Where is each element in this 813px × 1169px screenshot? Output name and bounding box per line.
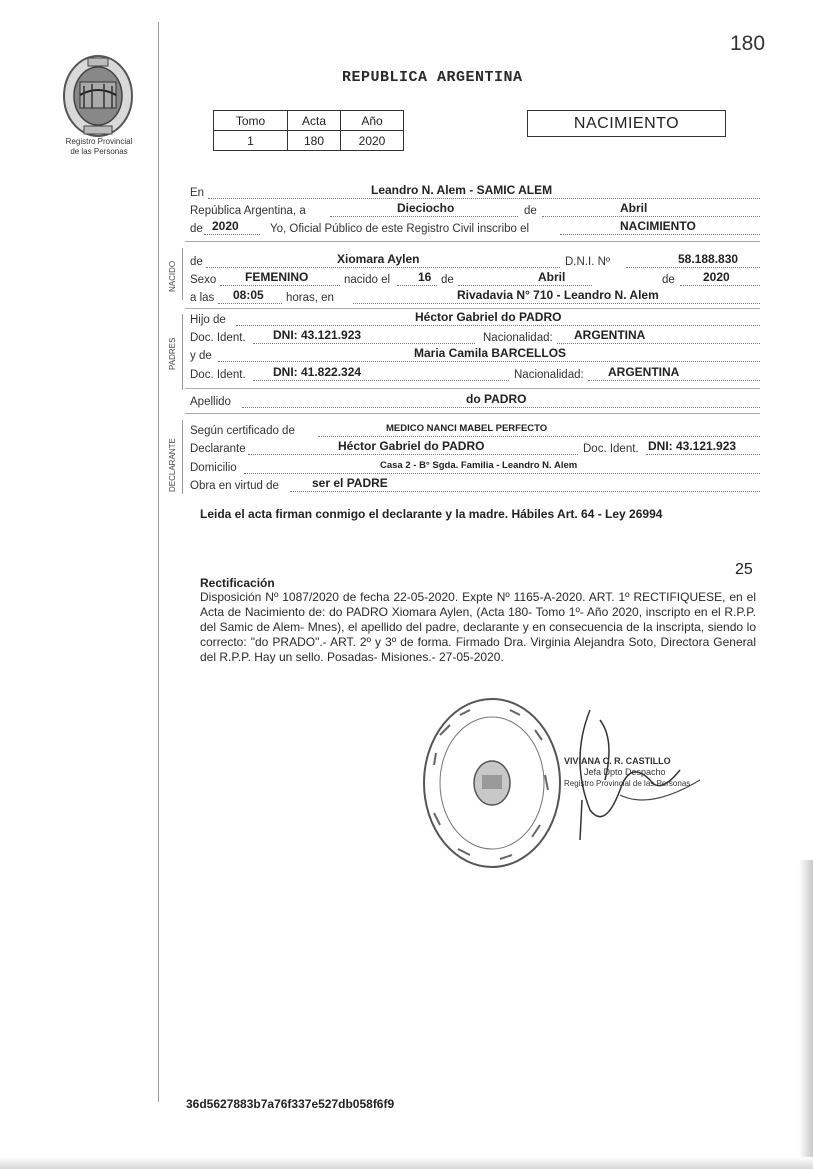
row-segun: Según certificado de MEDICO NANCI MABEL PERFECTO bbox=[190, 423, 760, 440]
table-value-tomo: 1 bbox=[214, 131, 288, 151]
row-father-doc: Doc. Ident. DNI: 43.121.923 Nacionalidad: ARGENTINA bbox=[190, 330, 760, 347]
row-en: En Leandro N. Alem - SAMIC ALEM bbox=[190, 185, 760, 202]
table-header-acta: Acta bbox=[288, 111, 341, 131]
row-nacido-sexo: Sexo FEMENINO nacido el 16 de Abril de 2020 bbox=[190, 272, 760, 289]
row-nacido-name: de Xiomara Aylen D.N.I. Nº 58.188.830 bbox=[190, 254, 760, 271]
row-domicilio: Domicilio Casa 2 - B° Sgda. Familia - Leandro N. Alem bbox=[190, 460, 760, 477]
row-mother-doc: Doc. Ident. DNI: 41.822.324 Nacionalidad: ARGENTINA bbox=[190, 367, 760, 384]
signature-stamp: VIVIANA C. R. CASTILLO Jefa Dpto Despacho Registro Provincial de las Personas bbox=[564, 756, 691, 788]
document-hash: 36d5627883b7a76f337e527db058f6f9 bbox=[186, 1097, 395, 1111]
rectificacion-number: 25 bbox=[735, 561, 753, 578]
row-apellido: Apellido do PADRO bbox=[190, 394, 760, 411]
table-value-ano: 2020 bbox=[341, 131, 404, 151]
page-number: 180 bbox=[730, 32, 766, 55]
table-header-ano: Año bbox=[341, 111, 404, 131]
section-label-padres: PADRES bbox=[168, 337, 177, 370]
row-obra: Obra en virtud de ser el PADRE bbox=[190, 478, 760, 495]
row-declarante: Declarante Héctor Gabriel do PADRO Doc. Ident. DNI: 43.121.923 bbox=[190, 441, 760, 458]
row-y-de: y de Maria Camila BARCELLOS bbox=[190, 348, 760, 365]
scan-bottom-edge bbox=[0, 1157, 813, 1169]
section-label-declarante: DECLARANTE bbox=[168, 438, 177, 492]
province-crest-icon bbox=[58, 52, 138, 140]
scan-edge bbox=[799, 860, 813, 1169]
logo-caption: Registro Provincial de las Personas bbox=[65, 137, 133, 156]
country-title: REPUBLICA ARGENTINA bbox=[342, 69, 523, 86]
record-type-box: NACIMIENTO bbox=[527, 110, 726, 137]
section-label-nacido: NACIDO bbox=[168, 260, 177, 292]
table-header-tomo: Tomo bbox=[214, 111, 288, 131]
closing-statement: Leida el acta firman conmigo el declarante y la madre. Hábiles Art. 64 - Ley 26994 bbox=[200, 507, 663, 521]
official-seal-icon bbox=[420, 695, 565, 870]
margin-line bbox=[158, 22, 159, 1102]
row-oficial: de 2020 Yo, Oficial Público de este Registro Civil inscribo el NACIMIENTO bbox=[190, 221, 760, 238]
record-table bbox=[213, 110, 404, 151]
table-value-acta: 180 bbox=[288, 131, 341, 151]
row-hijo-de: Hijo de Héctor Gabriel do PADRO bbox=[190, 312, 760, 329]
row-nacido-hora: a las 08:05 horas, en Rivadavia N° 710 - Leandro N. Alem bbox=[190, 290, 760, 307]
row-republica: República Argentina, a Dieciocho de Abril bbox=[190, 203, 760, 220]
rectificacion-title: Rectificación bbox=[200, 576, 275, 590]
rectificacion-body: Disposición Nº 1087/2020 de fecha 22-05-2020. Expte Nº 1165-A-2020. ART. 1º RECTIFIQUESE, en el Acta de Nacimiento de: do PADRO Xiomara Aylen, (Acta 180- Tomo 1º- Año 2020, inscripto en el R.P.P. del Samic de Alem- Mnes), el apellido del padre, declarante y en consecuencia de la inscripta, siendo lo correcto: "do PRADO".- ART. 2º y 3º de forma. Firmado Dra. Virginia Alejandra Soto, Directora General del R.P.P. Hay un sello. Posadas- Misiones.- 27-05-2020. bbox=[200, 590, 756, 664]
